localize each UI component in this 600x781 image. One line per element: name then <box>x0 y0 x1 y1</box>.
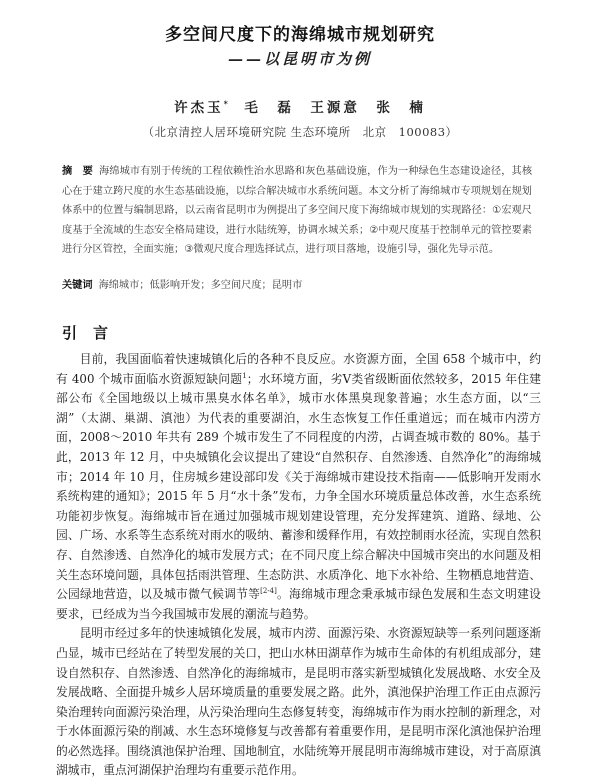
keywords-block <box>62 278 532 294</box>
section-heading-introduction: 引言 <box>62 324 125 342</box>
paragraph-2: 昆明市经过多年的快速城镇化发展，城市内涝、面源污染、水资源短缺等一系列问题逐渐凸显，城市已经站在了转型发展的关口，把山水林田湖草作为城市生命体的有机组成部分，建设自然积存、自然渗透、自然净化的海绵城市，是昆明市落实新型城镇化发展战略、水安全及发展战略、全面提升城乡人居环境质量的重要发展之路。此外，滇池保护治理工作正由点源污染治理转向面源污染治理，从污染治理向生态修复转变，海绵城市作为雨水控制的新理念，对于水体面源污染的削减、水生态环境修复与改善都有着重要作用，是昆明市深化滇池保护治理的必然选择。围绕滇池保护治理、国地制宜，水陆统筹开展昆明市海绵城市建设，对于高原滇湖城市，重点河湖保护治理均有重要示范作用。 <box>56 626 541 778</box>
paper-subtitle: ——以昆明市为例 <box>227 50 372 68</box>
citation-ref-1: 1 <box>242 371 247 380</box>
keywords-text: 海绵城市；低影响开发；多空间尺度；昆明市 <box>98 280 303 291</box>
author-others: 毛 磊 王源意 张 楠 <box>244 100 426 116</box>
author-list <box>0 96 600 116</box>
affiliation: （北京清控人居环境研究院 生态环境所 北京 100083） <box>142 125 458 139</box>
abstract-block <box>62 162 532 260</box>
author-first: 许杰玉 <box>174 100 224 116</box>
paragraph-1 <box>56 350 541 624</box>
paragraph-1-part-a: 目前，我国面临着快速城镇化后的各种不良反应。水资源方面，全国 658 个城市中，约有 400 个城市面临水资源短缺问题 <box>56 352 541 386</box>
citation-ref-2-4: [2-4] <box>260 587 277 596</box>
paper-title: 多空间尺度下的海绵城市规划研究 <box>165 25 435 45</box>
keywords-label: 关键词 <box>62 280 93 291</box>
paragraph-1-part-c: 。海绵城市理念秉承城市绿色发展和生态文明建设要求，已经成为当今我国城市发展的潮流与趋势。 <box>56 587 541 621</box>
body-text <box>56 350 541 781</box>
paragraph-1-part-b: ；水环境方面，劣Ⅴ类省级断面依然较多，2015 年住建部公布《全国地级以上城市黑臭水体名单》，城市水体黑臭现象普遍；水生态方面，以“三湖”（太湖、巢湖、滇池）为代表的重要湖泊，水生态恢复工作任重道远；而在城市内涝方面，2008～2010 年共有 289 个城市发生了不同程度的内涝，占调查城市数的 80%。基于此，2013 年 12 月，中央城镇化会议提出了建设“自然积存、自然渗透、自然净化”的海绵城市；2014 年 10 月，住房城乡建设部印发《关于海绵城市建设技术指南——低影响开发雨水系统构建的通知》；2015 年 5 月“水十条”发布，力争全国水环境质量总体改善，水生态系统功能初步恢复。海绵城市旨在通过加强城市规划建设管理，充分发挥建筑、道路、绿地、公园、广场、水系等生态系统对雨水的吸纳、蓄渗和缓释作用，有效控制雨水径流，实现自然积存、自然渗透、自然净化的城市发展方式；在不同尺度上综合解决中国城市突出的水问题及相关生态环境问题，具体包括雨洪管理、生态防洪、水质净化、地下水补给、生物栖息地营造、公园绿地营造，以及城市微气候调节等 <box>56 371 541 602</box>
corresponding-author-mark: * <box>223 98 228 109</box>
abstract-text: 海绵城市有别于传统的工程依赖性治水思路和灰色基础设施，作为一种绿色生态建设途径，其核心在于建立跨尺度的水生态基础设施，以综合解决城市水系统问题。本文分析了海绵城市专项规划在规划体系中的位置与编制思路，以云南省昆明市为例提出了多空间尺度下海绵城市规划的实现路径：①宏观尺度基于全流域的生态安全格局建设，进行水陆统筹，协调水城关系；②中观尺度基于控制单元的管控要素进行分区管控，全面实施；③微观尺度合理选择试点，进行项目落地，设施引导，强化先导示范。 <box>62 166 533 255</box>
abstract-label: 摘 要 <box>62 166 93 177</box>
